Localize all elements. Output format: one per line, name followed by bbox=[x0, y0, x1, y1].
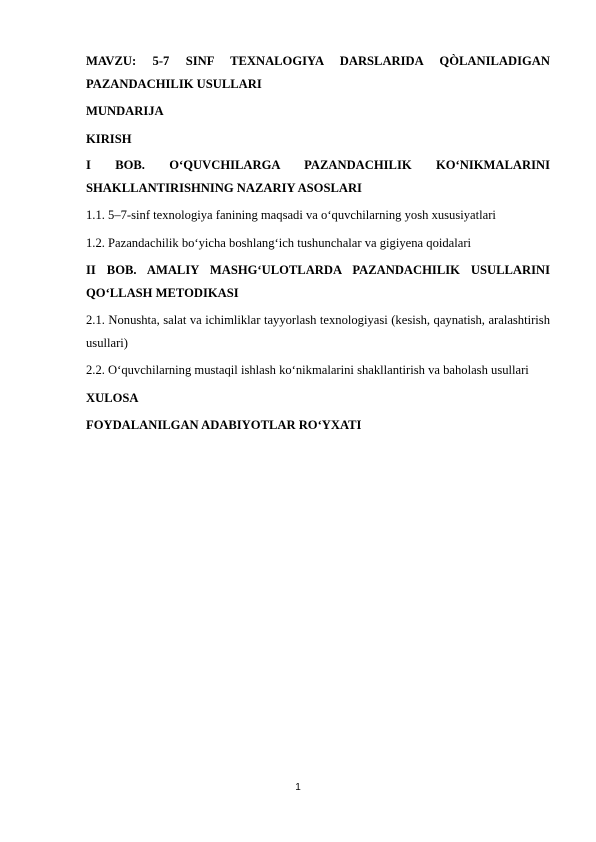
toc-chapter-2-title: II BOB. AMALIY MASHG‘ULOTLARDA PAZANDACHILIK USULLARINI QO‘LLASH METODIKASI bbox=[86, 263, 550, 300]
toc-section-2-2: 2.2. O‘quvchilarning mustaqil ishlash ko‘nikmalarini shakllantirish va baholash usullari bbox=[86, 363, 529, 377]
document-title: MAVZU: 5-7 SINF TEXNALOGIYA DARSLARIDA QÒLANILADIGAN PAZANDACHILIK USULLARI bbox=[86, 54, 550, 91]
toc-conclusion: XULOSA bbox=[86, 390, 139, 405]
document-page bbox=[86, 50, 550, 437]
toc-introduction: KIRISH bbox=[86, 131, 132, 146]
toc-section-1-2: 1.2. Pazandachilik bo‘yicha boshlang‘ich tushunchalar va gigiyena qoidalari bbox=[86, 235, 472, 250]
toc-section-1-1: 1.1. 5–7-sinf texnologiya fanining maqsadi va o‘quvchilarning yosh xususiyatlari bbox=[86, 208, 496, 222]
toc-references: FOYDALANILGAN ADABIYOTLAR RO‘YXATI bbox=[86, 418, 362, 432]
toc-chapter-1-title: I BOB. O‘QUVCHILARGA PAZANDACHILIK KO‘NIKMALARINI SHAKLLANTIRISHNING NAZARIY ASOSLARI bbox=[86, 158, 550, 195]
page-number: 1 bbox=[295, 782, 301, 793]
contents-heading: MUNDARIJA bbox=[86, 104, 164, 118]
toc-section-2-1: 2.1. Nonushta, salat va ichimliklar tayyorlash texnologiyasi (kesish, qaynatish, aralashtirish usullari) bbox=[86, 313, 550, 350]
